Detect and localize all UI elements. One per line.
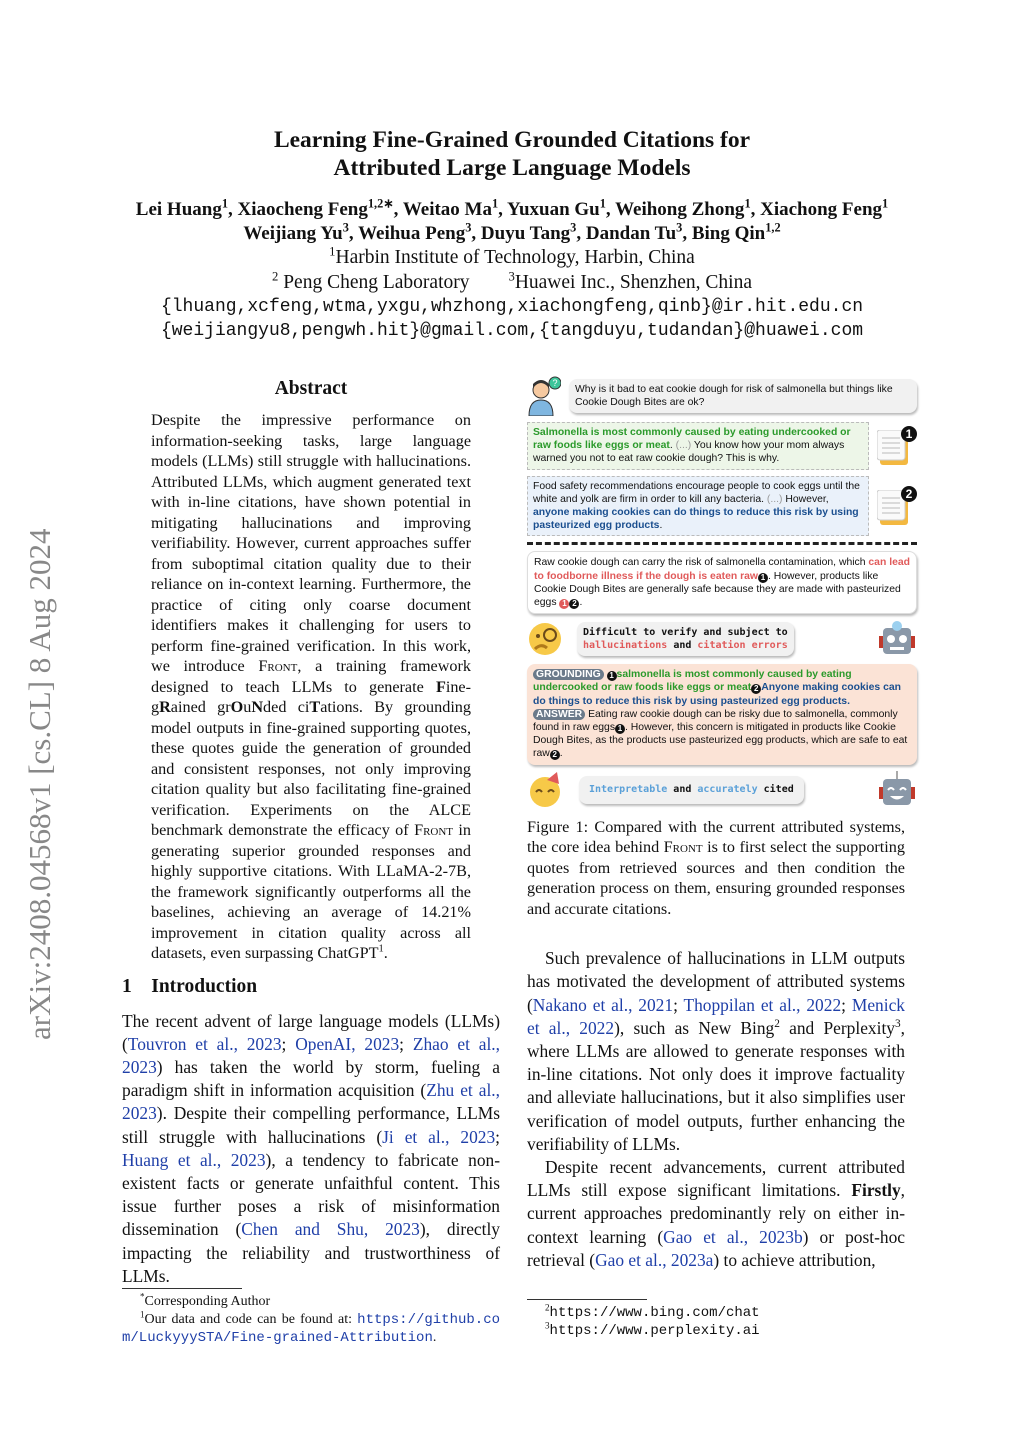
bold-text: R bbox=[159, 698, 171, 716]
text-run: . bbox=[383, 944, 388, 962]
superscript: 1,2 bbox=[765, 220, 781, 235]
text-run: Lei Huang bbox=[135, 199, 222, 220]
superscript: 1,2∗ bbox=[367, 196, 394, 211]
superscript: 3 bbox=[894, 1017, 901, 1030]
paragraph bbox=[527, 1156, 905, 1272]
email-line: {lhuang,xcfeng,wtma,yxgu,whzhong,xiachongfeng,qinb}@ir.hit.edu.cn bbox=[160, 297, 864, 317]
ellipsis: (...) bbox=[675, 440, 692, 452]
thinking-emoji-icon bbox=[527, 621, 563, 657]
bold-text: Firstly bbox=[851, 1180, 901, 1201]
bold-text: T bbox=[309, 698, 321, 716]
paper-title bbox=[0, 126, 1024, 182]
ellipsis: (...) bbox=[766, 493, 783, 505]
baseline-text: . However, products like Cookie Dough Bites are generally safe because they are made with pasteurized eggs bbox=[534, 570, 901, 609]
citation-link[interactable]: Zhu et al., 2023 bbox=[122, 1080, 500, 1124]
comment-text: and bbox=[667, 640, 698, 652]
bold-text: F bbox=[435, 677, 446, 696]
comment-blue: accurately bbox=[697, 783, 758, 795]
title-line: Learning Fine-Grained Grounded Citations for bbox=[273, 127, 751, 153]
emails bbox=[0, 295, 1024, 343]
baseline-text: Raw cookie dough can carry the risk of salmonella contamination, which bbox=[534, 557, 869, 569]
text-run: ) to achieve attribution, bbox=[713, 1249, 876, 1270]
doc1-highlight: Salmonella is most commonly caused by eating undercooked or raw foods like eggs or meat bbox=[533, 427, 851, 452]
bold-text: O bbox=[230, 698, 244, 716]
comment-blue: Interpretable bbox=[589, 783, 668, 795]
baseline-answer-bubble: Raw cookie dough can carry the risk of salmonella contamination, which can lead to foodborne illness if the dough is eaten raw 1 . However, products like Cookie Dough Bites are generally safe because they are made with pasteurized eggs 1 2 . bbox=[527, 551, 917, 614]
superscript: * bbox=[140, 1291, 145, 1302]
superscript: 1 bbox=[221, 196, 229, 211]
abstract-heading: Abstract bbox=[274, 378, 348, 399]
comment-red: citation errors bbox=[697, 640, 788, 652]
citation-2-icon: 2 bbox=[550, 750, 560, 760]
text-run: . bbox=[432, 1329, 437, 1345]
text-run: Peng Cheng Laboratory bbox=[278, 271, 509, 293]
superscript: 3 bbox=[545, 1320, 550, 1331]
party-emoji-icon bbox=[527, 772, 563, 808]
text-run: Huawei Inc., Shenzhen, China bbox=[514, 271, 752, 293]
footnote bbox=[545, 1322, 917, 1340]
system-name: Front bbox=[663, 838, 703, 857]
text-run: , Weihong Zhong bbox=[605, 199, 745, 220]
affiliation-line bbox=[0, 271, 1024, 296]
superscript: 3 bbox=[570, 220, 577, 235]
text-run: , Duyu Tang bbox=[471, 223, 571, 244]
text-run: ), such as New Bing bbox=[614, 1017, 775, 1038]
figure-1 bbox=[527, 376, 917, 809]
introduction-heading: 1 Introduction bbox=[122, 975, 258, 997]
citation-1-icon: 1 bbox=[615, 724, 625, 734]
grounding-quote-1: salmonella is most commonly caused by eating undercooked or raw foods like eggs or meat bbox=[533, 669, 852, 694]
citation-link[interactable]: Touvron et al., 2023 bbox=[127, 1033, 282, 1054]
text-run: ine-g bbox=[151, 677, 471, 716]
citation-link[interactable]: Ji et al., 2023 bbox=[382, 1126, 496, 1147]
text-run: The recent advent of large language models (LLMs) ( bbox=[122, 1010, 500, 1054]
superscript: 2 bbox=[271, 269, 279, 283]
paragraph bbox=[122, 1010, 500, 1288]
text-run: , where LLMs are allowed to generate responses with in-line citations. Not only does it improve factuality and alleviate hallucinations, but it also simplifies user verification of model outputs, further enhancing the verifiability of LLMs. bbox=[527, 1017, 905, 1154]
citation-link[interactable]: Gao et al., 2023a bbox=[595, 1249, 714, 1270]
superscript: 2 bbox=[774, 1017, 780, 1030]
comment-text: Difficult to verify and subject to bbox=[583, 627, 788, 639]
doc2-text: Food safety recommendations encourage people to cook eggs until the white and yolk are firm in order to kill any bacteria. bbox=[533, 480, 860, 505]
superscript: 1 bbox=[140, 1309, 145, 1320]
authors-line bbox=[0, 198, 1024, 222]
citation-link[interactable]: Menick et al., 2022 bbox=[527, 994, 905, 1038]
text-run: , current approaches predominantly rely on either in-context learning ( bbox=[527, 1180, 905, 1247]
footnote-rule bbox=[122, 1288, 242, 1289]
citation-link[interactable]: Chen and Shu, 2023 bbox=[241, 1219, 420, 1240]
front-comment-bubble bbox=[579, 776, 804, 804]
superscript: 1 bbox=[744, 196, 751, 211]
text-run: ), directly impacting the reliability and trustworthiness of LLMs. bbox=[122, 1219, 500, 1286]
text-run: Figure 1: Compared with the current attributed systems, the core idea behind bbox=[527, 817, 905, 857]
text-run: ) has taken the world by storm, fueling a paradigm shift in information acquisition ( bbox=[122, 1056, 500, 1101]
system-name: Front bbox=[258, 657, 298, 675]
superscript: 3 bbox=[508, 269, 515, 283]
answer-tag: ANSWER bbox=[533, 709, 585, 720]
superscript: 3 bbox=[676, 220, 683, 235]
text-run: ; bbox=[281, 1033, 296, 1054]
text-run: ), a tendency to fabricate non-existent facts or generate unfaithful content. This issue further poses a risk of misinformation dissemination ( bbox=[122, 1149, 501, 1240]
text-run: , Weihua Peng bbox=[348, 223, 466, 244]
svg-text:?: ? bbox=[552, 378, 558, 388]
document-2-icon bbox=[877, 486, 917, 526]
citation-1-icon: 1 bbox=[607, 671, 617, 681]
text-run: and Perplexity bbox=[779, 1017, 895, 1038]
text-run: , Bing Qin bbox=[682, 223, 766, 244]
text-run: , Yuxuan Gu bbox=[498, 199, 600, 220]
citation-link[interactable]: OpenAI, 2023 bbox=[295, 1033, 400, 1054]
text-run: Despite the impressive performance on information-seeking tasks, large language models (LLMs) still struggle with hallucinations. Attributed LLMs, which augment generated text with in-line citations, have shown potential in mitigating hallucinations and improving verifiability. However, current approaches suffer from suboptimal citation quality due to their reliance on in-context learning. Furthermore, the practice of citing only coarse document identifiers makes it challenging for users to perform fine-grained verification. In this work, we introduce bbox=[151, 411, 471, 675]
footnote bbox=[122, 1311, 500, 1347]
footnotes-right bbox=[527, 1289, 917, 1340]
footnote-rule bbox=[527, 1299, 647, 1300]
answer-text: Eating raw cookie dough can be risky due to salmonella, commonly found in raw eggs bbox=[533, 708, 898, 734]
text-run: Despite recent advancements, current attributed LLMs still expose significant limitations. bbox=[527, 1156, 905, 1201]
right-column-body bbox=[527, 947, 905, 1272]
citation-link[interactable]: Zhao et al., 2023 bbox=[122, 1033, 501, 1077]
title-line: Attributed Large Language Models bbox=[333, 155, 691, 181]
text-run: ded ci bbox=[263, 698, 310, 716]
citation-link[interactable]: Nakano et al., 2021 bbox=[532, 994, 674, 1015]
superscript: 1 bbox=[599, 196, 606, 211]
text-run: Corresponding Author bbox=[144, 1293, 271, 1309]
citation-2-icon: 2 bbox=[569, 599, 579, 609]
right-column bbox=[527, 376, 917, 1340]
doc2-text: However, bbox=[782, 493, 829, 505]
question-text: Why is it bad to eat cookie dough for risk of salmonella but things like Cookie Dough Bites are ok? bbox=[575, 383, 893, 408]
paragraph bbox=[527, 947, 905, 1156]
text-run: ; bbox=[495, 1126, 500, 1147]
text-run: in generating superior grounded responses and highly supportive citations. With LLaMA-2-7B, the framework significantly outperforms all the baselines, achieving an average of 14.21% improvement in citation quality across all datasets, even surpassing ChatGPT bbox=[151, 821, 471, 962]
text-run: ) or post-hoc retrieval ( bbox=[527, 1226, 905, 1270]
text-run: , Xiachong Feng bbox=[750, 199, 883, 220]
text-run: , a training framework designed to teach LLMs to generate bbox=[151, 657, 471, 696]
text-run: u bbox=[243, 698, 252, 716]
confused-robot-icon bbox=[877, 620, 917, 658]
doc-number-badge: 1 bbox=[901, 426, 917, 442]
paper-header bbox=[0, 126, 1024, 343]
text-run: ). Despite their compelling performance, LLMs still struggle with hallucinations ( bbox=[122, 1103, 500, 1147]
text-run: is to first select the supporting quotes from retrieved sources and then condition the generation process on them, ensuring grounded responses and accurate citations. bbox=[527, 838, 905, 918]
footnotes-left bbox=[122, 1288, 500, 1347]
url-link[interactable]: https://github.com/LuckyyySTA/Fine-grained-Attribution bbox=[122, 1311, 500, 1346]
system-name: Front bbox=[414, 821, 454, 839]
text-run: Harbin Institute of Technology, Harbin, China bbox=[335, 247, 695, 268]
comment-text: and bbox=[667, 783, 698, 795]
text-run: Weijiang Yu bbox=[243, 223, 343, 244]
url-link[interactable]: https://www.bing.com/chat bbox=[549, 1305, 760, 1321]
superscript: 1 bbox=[882, 196, 889, 211]
url-link[interactable]: https://www.perplexity.ai bbox=[549, 1323, 760, 1339]
arxiv-identifier: arXiv:2408.04568v1 [cs.CL] 8 Aug 2024 bbox=[22, 528, 57, 1040]
text-run: ; bbox=[399, 1033, 413, 1054]
abstract-body bbox=[151, 410, 471, 964]
affiliations bbox=[0, 246, 1024, 295]
figure-caption bbox=[527, 817, 905, 920]
user-question-icon bbox=[527, 376, 561, 416]
citation-1-icon: 1 bbox=[758, 573, 768, 583]
citation-2-icon: 2 bbox=[751, 684, 761, 694]
baseline-comment-bubble bbox=[577, 622, 794, 656]
answer-text: . However, this concern is mitigated in products like Cookie Dough Bites, as the products use pasteurized egg products, which are safe to eat raw bbox=[533, 722, 908, 760]
comment-text: cited bbox=[757, 783, 794, 795]
text-run: Such prevalence of hallucinations in LLM outputs has motivated the development of attributed systems ( bbox=[527, 948, 905, 1015]
superscript: 1 bbox=[492, 196, 499, 211]
comment-red: hallucinations bbox=[583, 640, 668, 652]
superscript: 2 bbox=[545, 1302, 550, 1313]
hallucinated-text: can lead to foodborne illness if the dough is eaten raw bbox=[534, 557, 910, 582]
front-answer-bubble: GROUNDING 1 salmonella is most commonly caused by eating undercooked or raw foods like eggs or meat 2 Anyone making cookies can do things to reduce this risk by using pasteurized egg products. ANSWER Eating raw cookie dough can be risky due to salmonella, commonly found in raw eggs 1 . However, this concern is mitigated in products like Cookie Dough Bites, as the products use pasteurized egg products, which are safe to eat raw 2 . bbox=[527, 664, 917, 764]
doc1-text: You know how your mom always warned you not to eat raw cookie dough? This is why. bbox=[533, 440, 845, 465]
text-run: ; bbox=[841, 994, 852, 1015]
retrieved-document-2: Food safety recommendations encourage people to cook eggs until the white and yolk are firm in order to kill any bacteria. (...) However, anyone making cookies can do things to reduce this risk by using pasteurized egg products. bbox=[527, 476, 869, 537]
doc2-highlight: anyone making cookies can do things to reduce this risk by using pasteurized egg products bbox=[533, 507, 859, 532]
left-column bbox=[122, 376, 501, 1346]
authors-line bbox=[0, 222, 1024, 246]
text-run: , Weitao Ma bbox=[393, 199, 492, 220]
footnote bbox=[122, 1293, 500, 1311]
citation-link[interactable]: Thoppilan et al., 2022 bbox=[683, 994, 842, 1015]
happy-robot-icon bbox=[877, 771, 917, 809]
grounding-tag: GROUNDING bbox=[533, 669, 604, 680]
superscript: 1 bbox=[378, 943, 384, 955]
email-line: {weijiangyu8,pengwh.hit}@gmail.com,{tangduyu,tudandan}@huawei.com bbox=[160, 321, 864, 341]
superscript: 3 bbox=[465, 220, 472, 235]
document-1-icon bbox=[877, 426, 917, 466]
citation-link[interactable]: Gao et al., 2023b bbox=[663, 1226, 803, 1247]
text-run: Our data and code can be found at: bbox=[144, 1311, 358, 1327]
question-bubble bbox=[569, 379, 917, 413]
text-run: , Xiaocheng Feng bbox=[228, 199, 368, 220]
text-run: ained gr bbox=[170, 698, 231, 716]
text-run: ations. By grounding model outputs in fine-grained supporting quotes, these quotes guide the generation of grounded and consistent responses, not only improving citation quality but also facilitating fine-grained verification. Experiments on the ALCE benchmark demonstrate the efficacy of bbox=[151, 698, 471, 839]
divider bbox=[527, 542, 917, 545]
bold-text: N bbox=[251, 698, 264, 716]
authors bbox=[0, 198, 1024, 246]
citation-link[interactable]: Huang et al., 2023 bbox=[122, 1149, 266, 1170]
text-run: ; bbox=[673, 994, 684, 1015]
wrong-citation-icon: 1 bbox=[559, 599, 569, 609]
introduction-body bbox=[122, 1010, 500, 1288]
doc-number-badge: 2 bbox=[901, 486, 917, 502]
grounding-quote-2: Anyone making cookies can do things to reduce this risk by using pasteurized egg products. bbox=[533, 682, 902, 707]
superscript: 3 bbox=[342, 220, 349, 235]
retrieved-document-1: Salmonella is most commonly caused by eating undercooked or raw foods like eggs or meat. (...) You know how your mom always warned you not to eat raw cookie dough? This is why. bbox=[527, 422, 869, 470]
footnote bbox=[545, 1304, 917, 1322]
superscript: 1 bbox=[329, 244, 336, 259]
text-run: , Dandan Tu bbox=[576, 223, 677, 244]
affiliation-line bbox=[0, 246, 1024, 271]
